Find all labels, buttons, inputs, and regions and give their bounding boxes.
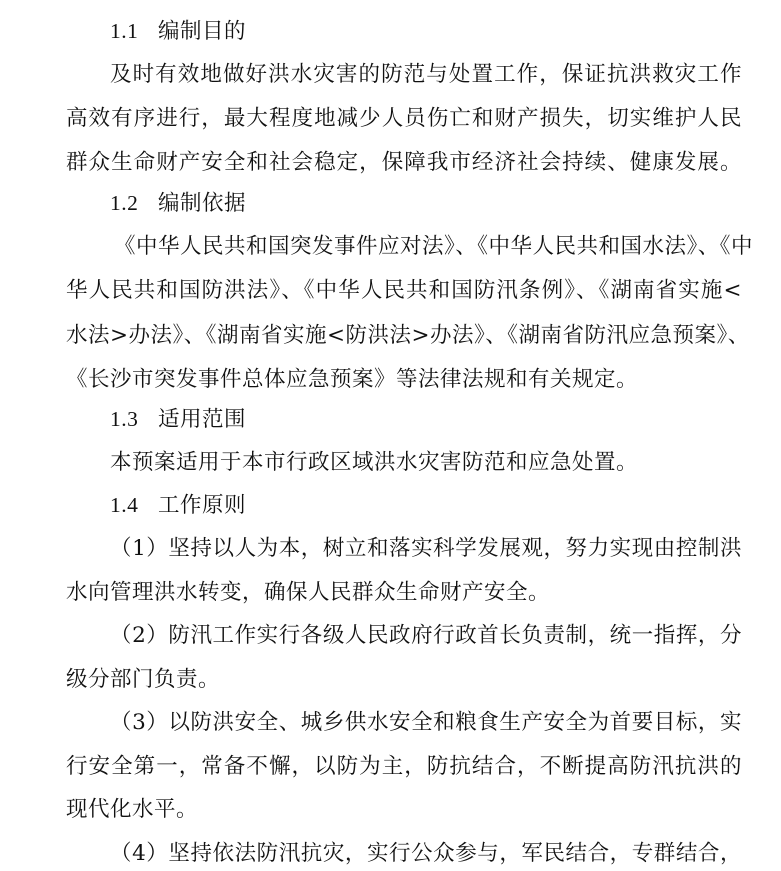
paragraph-line: 行安全第一，常备不懈，以防为主，防抗结合，不断提高防汛抗洪的 [66, 754, 742, 779]
paragraph-line: 现代化水平。 [66, 797, 199, 822]
paragraph-line: （1）坚持以人为本，树立和落实科学发展观，努力实现由控制洪 [110, 536, 742, 561]
paragraph-line: 级分部门负责。 [66, 667, 221, 692]
paragraph-line: （2）防汛工作实行各级人民政府行政首长负责制，统一指挥，分 [110, 623, 742, 648]
section-heading-1-4 [110, 490, 246, 521]
section-number: 1.3 [110, 407, 139, 431]
section-heading-1-2 [110, 188, 246, 219]
section-number: 1.1 [110, 19, 139, 43]
section-title: 编制依据 [158, 191, 247, 216]
paragraph-line: 群众生命财产安全和社会稳定，保障我市经济社会持续、健康发展。 [66, 150, 742, 175]
paragraph-line: 及时有效地做好洪水灾害的防范与处置工作，保证抗洪救灾工作 [110, 62, 742, 87]
paragraph-line: 本预案适用于本市行政区域洪水灾害防范和应急处置。 [110, 450, 639, 475]
paragraph-line: （3）以防洪安全、城乡供水安全和粮食生产安全为首要目标，实 [110, 710, 742, 735]
section-title: 编制目的 [158, 19, 247, 44]
paragraph-line: 高效有序进行，最大程度地减少人员伤亡和财产损失，切实维护人民 [66, 106, 742, 131]
paragraph-line: （4）坚持依法防汛抗灾，实行公众参与，军民结合，专群结合， [110, 841, 742, 866]
section-heading-1-3 [110, 404, 246, 435]
section-number: 1.4 [110, 493, 139, 517]
section-number: 1.2 [110, 191, 139, 215]
section-heading-1-1 [110, 16, 246, 47]
section-title: 工作原则 [158, 493, 247, 518]
paragraph-line: 水法>办法》、《湖南省实施<防洪法>办法》、《湖南省防汛应急预案》、 [66, 323, 750, 348]
paragraph-line: 《长沙市突发事件总体应急预案》等法律法规和有关规定。 [66, 367, 639, 392]
paragraph-line: 华人民共和国防洪法》、《中华人民共和国防汛条例》、《湖南省实施< [66, 278, 742, 303]
section-title: 适用范围 [158, 407, 247, 432]
paragraph-line: 《中华人民共和国突发事件应对法》、《中华人民共和国水法》、《中 [114, 234, 754, 259]
paragraph-line: 水向管理洪水转变，确保人民群众生命财产安全。 [66, 580, 551, 605]
